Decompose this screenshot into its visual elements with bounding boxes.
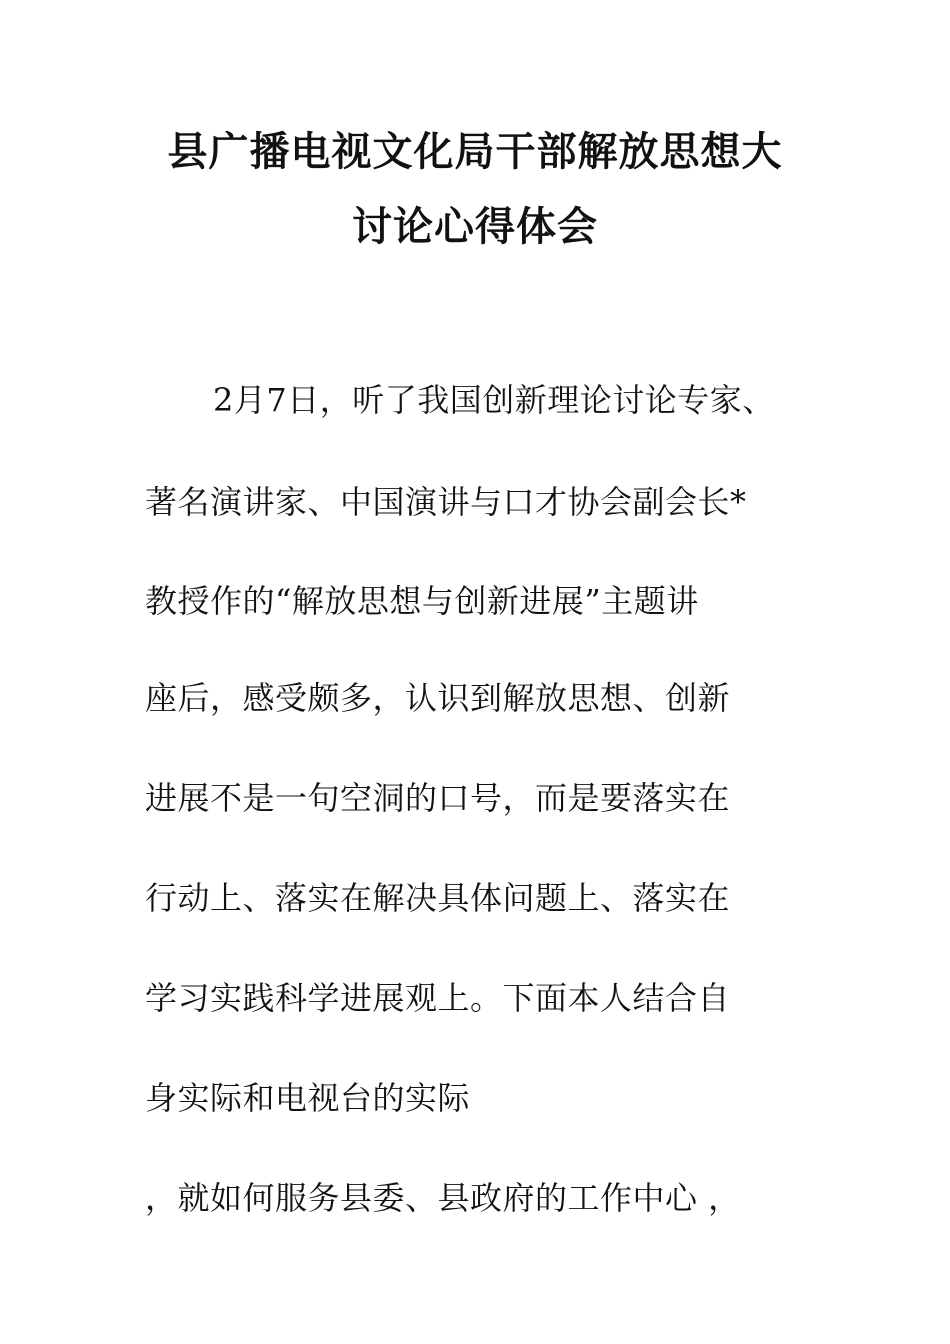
document-title-line-2: 讨论心得体会	[352, 204, 598, 250]
paragraph-line-1: 2月7日，听了我国创新理论讨论专家、	[213, 381, 775, 419]
paragraph-line-8: 身实际和电视台的实际	[145, 1079, 471, 1117]
paragraph-line-7: 学习实践科学进展观上。下面本人结合自	[145, 979, 731, 1017]
paragraph-line-5: 进展不是一句空洞的口号，而是要落实在	[145, 779, 731, 817]
paragraph-line-6: 行动上、落实在解决具体问题上、落实在	[145, 879, 731, 917]
paragraph-line-2: 著名演讲家、中国演讲与口才协会副会长*	[145, 483, 747, 521]
document-title-line-1: 县广播电视文化局干部解放思想大	[167, 129, 783, 175]
paragraph-line-9: ，就如何服务县委、县政府的工作中心 ，	[145, 1179, 741, 1217]
paragraph-line-3: 教授作的“解放思想与创新进展”主题讲	[145, 582, 699, 620]
paragraph-line-4: 座后，感受颇多，认识到解放思想、创新	[145, 679, 731, 717]
